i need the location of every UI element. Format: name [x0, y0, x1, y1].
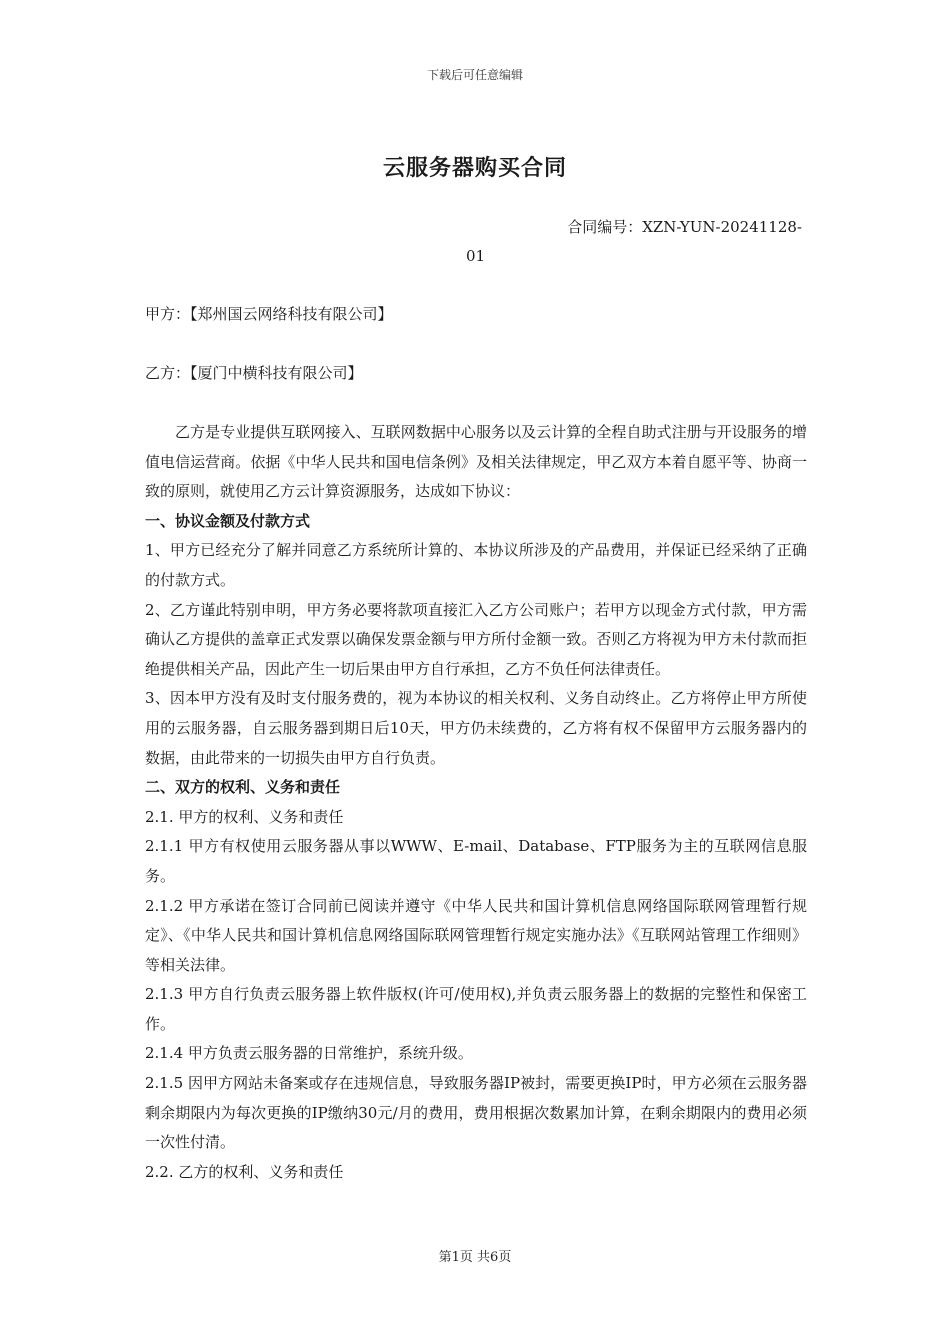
- clause: 2.1.3 甲方自行负责云服务器上软件版权(许可/使用权),并负责云服务器上的数据的完整性和保密工作。: [145, 985, 807, 1033]
- clause: 2.1.2 甲方承诺在签订合同前已阅读并遵守《中华人民共和国计算机信息网络国际联网管理暂行规定》、《中华人民共和国计算机信息网络国际联网管理暂行规定实施办法》《互联网站管理工作细则》等相关法律。: [145, 896, 807, 974]
- clause: 2.1.4 甲方负责云服务器的日常维护，系统升级。: [145, 1044, 473, 1063]
- clause: 2.1.5 因甲方网站未备案或存在违规信息，导致服务器IP被封，需要更换IP时，甲方必须在云服务器剩余期限内为每次更换的IP缴纳30元/月的费用，费用根据次数累加计算，在剩余期限内的费用必须一次性付清。: [145, 1074, 807, 1152]
- header-note: 下载后可任意编辑: [426, 68, 523, 82]
- contract-number-continued: 01: [466, 247, 486, 265]
- party-b: 乙方：【厦门中横科技有限公司】: [145, 364, 363, 382]
- subsection-heading: 2.2. 乙方的权利、义务和责任: [145, 1162, 344, 1181]
- clause: 2.1.1 甲方有权使用云服务器从事以WWW、E-mail、Database、FTP服务为主的互联网信息服务。: [145, 837, 807, 885]
- contract-body: [145, 418, 807, 1187]
- clause: 2、乙方谨此特别申明，甲方务必要将款项直接汇入乙方公司账户；若甲方以现金方式付款，甲方需确认乙方提供的盖章正式发票以确保发票金额与甲方所付金额一致。否则乙方将视为甲方未付款而拒绝提供相关产品，因此产生一切后果由甲方自行承担，乙方不负任何法律责任。: [145, 600, 807, 678]
- contract-number: 合同编号：XZN-YUN-20241128-: [567, 218, 802, 236]
- intro-paragraph: 乙方是专业提供互联网接入、互联网数据中心服务以及云计算的全程自助式注册与开设服务的增值电信运营商。依据《中华人民共和国电信条例》及相关法律规定，甲乙双方本着自愿平等、协商一致的原则，就使用乙方云计算资源服务，达成如下协议：: [145, 423, 807, 501]
- party-a: 甲方：【郑州国云网络科技有限公司】: [145, 305, 393, 323]
- section-heading: 一、协议金额及付款方式: [145, 511, 311, 530]
- page-number-footer: 第1页 共6页: [438, 1250, 512, 1265]
- section-heading: 二、双方的权利、义务和责任: [145, 778, 341, 797]
- subsection-heading: 2.1. 甲方的权利、义务和责任: [145, 807, 344, 826]
- clause: 1、甲方已经充分了解并同意乙方系统所计算的、本协议所涉及的产品费用，并保证已经采纳了正确的付款方式。: [145, 541, 807, 589]
- clause: 3、因本甲方没有及时支付服务费的，视为本协议的相关权利、义务自动终止。乙方将停止甲方所使用的云服务器，自云服务器到期日后10天，甲方仍未续费的，乙方将有权不保留甲方云服务器内的数据，由此带来的一切损失由甲方自行负责。: [145, 689, 807, 767]
- page-title: 云服务器购买合同: [382, 155, 567, 181]
